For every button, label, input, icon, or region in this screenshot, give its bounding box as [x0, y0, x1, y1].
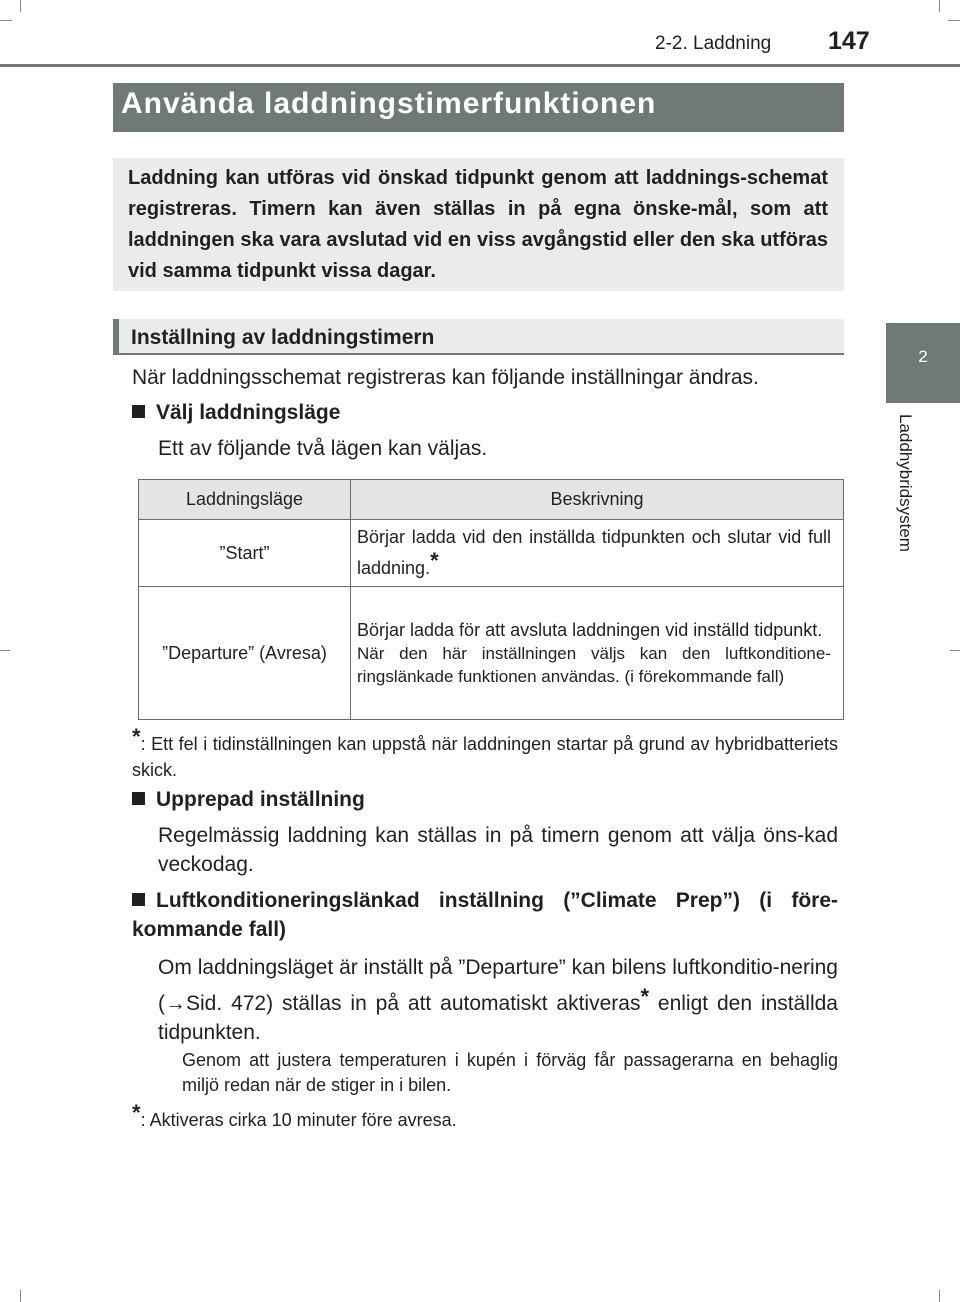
table-header-cell: Laddningsläge: [139, 480, 351, 520]
header-rule: [0, 64, 960, 67]
footnote: [132, 1100, 838, 1133]
subsection-title: Inställning av laddningstimern: [131, 326, 435, 349]
mode-table: [138, 479, 844, 720]
lead-paragraph: När laddningsschemat registreras kan följande inställningar ändras.: [132, 366, 759, 389]
table-header-cell: Beskrivning: [351, 480, 844, 520]
asterisk: *: [132, 1100, 141, 1125]
crop-mark: [948, 20, 960, 21]
item-text-mode: Ett av följande två lägen kan väljas.: [158, 437, 488, 460]
header-section: 2-2. Laddning: [655, 33, 772, 54]
intro-text: Laddning kan utföras vid önskad tidpunkt genom att laddnings-schemat registreras. Timern kan även ställas in på egna önske-mål, som att laddningen ska vara avslutad vid en viss avgångstid eller den ska utföras vid samma tidpunkt vissa dagar.: [128, 167, 828, 282]
crop-mark: [20, 0, 21, 12]
subsection-accent: [113, 319, 119, 355]
table-cell-desc: [351, 520, 844, 587]
small-note: Genom att justera temperaturen i kupén i förväg får passagerarna en behaglig miljö redan när de stiger in i bilen.: [182, 1050, 838, 1095]
item-heading-repeat: [132, 788, 365, 812]
table-cell-desc: [351, 587, 844, 720]
desc-text: Börjar ladda för att avsluta laddningen vid inställd tidpunkt.: [357, 619, 823, 640]
item-text-part: Om laddningsläget är inställt på ”Departure” kan bilens luftkonditio-nering (→Sid. 472) ställas in på att automatiskt aktiveras: [158, 956, 838, 1015]
desc-text: Börjar ladda vid den inställda tidpunkten och slutar vid full laddning.: [357, 527, 831, 578]
crop-mark: [950, 650, 960, 651]
item-text-repeat: Regelmässig laddning kan ställas in på timern genom att välja öns-kad veckodag.: [158, 824, 838, 876]
item-heading-climate: [132, 886, 838, 944]
crop-mark: [939, 0, 940, 12]
footnote-text: : Ett fel i tidinställningen kan uppstå när laddningen startar på grund av hybridbatteriets skick.: [132, 734, 838, 780]
crop-mark: [0, 650, 10, 651]
desc-text: När den här inställningen väljs kan den luftkonditione-ringslänkade funktionen användas. (i förekommande fall): [357, 643, 831, 686]
table-cell-mode: ”Departure” (Avresa): [139, 587, 351, 720]
footnote-text: : Aktiveras cirka 10 minuter före avresa.: [140, 1110, 457, 1130]
item-heading-text: Upprepad inställning: [156, 788, 365, 811]
table-header-row: [139, 480, 844, 520]
item-text-part: enligt den inställda tidpunkten.: [158, 992, 838, 1044]
asterisk: *: [640, 984, 650, 1009]
table-row: [139, 587, 844, 720]
asterisk: *: [132, 724, 141, 749]
square-bullet-icon: [132, 405, 145, 418]
chapter-number: 2: [918, 347, 928, 366]
item-heading-mode: [132, 401, 340, 425]
item-heading-text: Luftkonditioneringslänkad inställning (”Climate Prep”) (i före-kommande fall): [132, 889, 838, 941]
footnote: [132, 724, 838, 783]
chapter-label: Laddhybridsystem: [896, 414, 915, 552]
asterisk: *: [430, 548, 439, 573]
crop-mark: [20, 1290, 21, 1302]
table-cell-mode: ”Start”: [139, 520, 351, 587]
square-bullet-icon: [132, 792, 145, 805]
crop-mark: [0, 20, 12, 21]
crop-mark: [939, 1290, 940, 1302]
item-heading-text: Välj laddningsläge: [156, 401, 341, 424]
item-text-climate: [158, 953, 838, 1047]
table-row: [139, 520, 844, 587]
page-number: 147: [828, 27, 870, 55]
page-title: Använda laddningstimerfunktionen: [121, 87, 657, 120]
square-bullet-icon: [132, 893, 145, 906]
